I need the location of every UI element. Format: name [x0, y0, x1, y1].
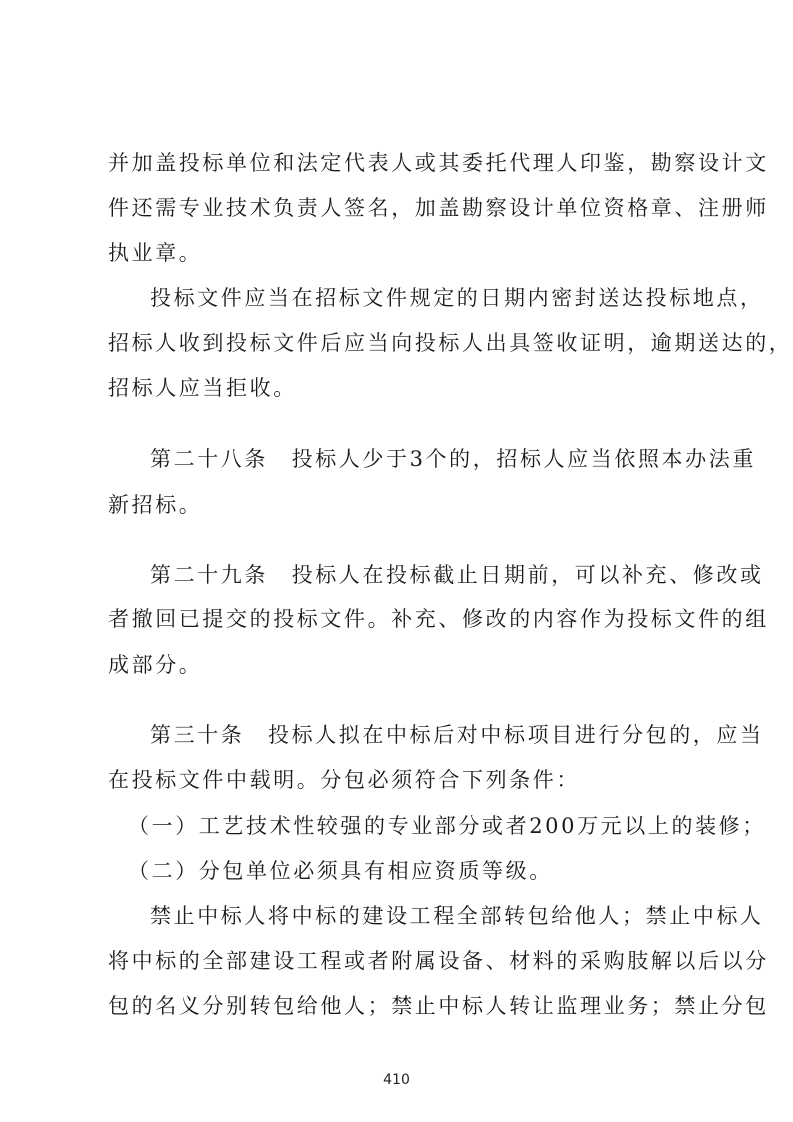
text-line: 成部分。 [108, 653, 203, 677]
article-heading-29: 第二十九条 投标人在投标截止日期前，可以补充、修改或 [150, 563, 764, 587]
text-line: 新招标。 [108, 493, 203, 517]
text-line: 在投标文件中载明。分包必须符合下列条件： [108, 768, 580, 792]
text-line: 禁止中标人将中标的建设工程全部转包给他人；禁止中标人 [150, 904, 764, 928]
page-number: 410 [383, 1072, 410, 1088]
article-heading-28: 第二十八条 投标人少于3个的，招标人应当依照本办法重 [150, 447, 756, 471]
text-line: 件还需专业技术负责人签名，加盖勘察设计单位资格章、注册师 [108, 196, 769, 220]
list-item: （一）工艺技术性较强的专业部分或者200万元以上的装修； [128, 814, 766, 838]
text-line: 招标人应当拒收。 [108, 376, 297, 400]
article-heading-30: 第三十条 投标人拟在中标后对中标项目进行分包的，应当 [150, 723, 764, 747]
text-line: 包的名义分别转包给他人；禁止中标人转让监理业务；禁止分包 [108, 994, 769, 1018]
list-item: （二）分包单位必须具有相应资质等级。 [128, 859, 553, 883]
text-line: 招标人收到投标文件后应当向投标人出具签收证明，逾期送达的， [108, 331, 793, 355]
text-line: 并加盖投标单位和法定代表人或其委托代理人印鉴，勘察设计文 [108, 151, 769, 175]
text-line: 执业章。 [108, 241, 203, 265]
text-line: 者撤回已提交的投标文件。补充、修改的内容作为投标文件的组 [108, 607, 769, 631]
text-line: 将中标的全部建设工程或者附属设备、材料的采购肢解以后以分 [108, 949, 769, 973]
text-line: 投标文件应当在招标文件规定的日期内密封送达投标地点， [150, 286, 764, 310]
